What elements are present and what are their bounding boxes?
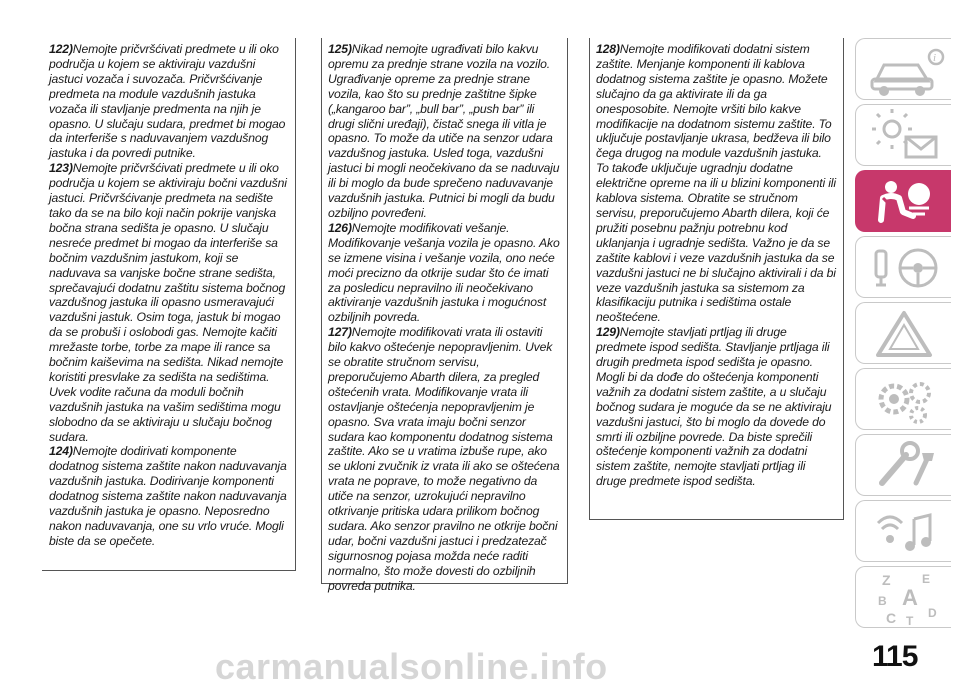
tab-index[interactable]	[855, 566, 951, 628]
warning-number: 123)	[49, 161, 73, 176]
warnings-column-3	[589, 38, 844, 520]
index-letter: C	[886, 610, 897, 626]
warning-paragraph	[596, 325, 837, 489]
warning-paragraph	[49, 161, 289, 444]
warning-text: Nemojte modifikovati vrata ili ostaviti bilo kakvo oštećenje nepopravljenim. Uvek se obratite stručnom servisu, preporučujemo Abarth dilera, za pregled oštećenih vrata. Modifikovanje vrata ili ostavljanje oštećenja nepopravljenim je opasno. Sva vrata imaju bočni senzor sudara kao komponentu dodatnog sistema zaštite. Ako se u vratima izbuše rupe, ako se ukloni zvučnik iz vrata ili ako se oštećena vrata ne poprave, to može negativno da utiče na senzor, uzrokujući nepravilno otkrivanje pritiska udara prilikom bočnog sudara. Ako senzor pravilno ne otkrije bočni udar, bočni vazdušni jastuci i predzatezač sigurnosnog pojasa možda neće raditi normalno, što može dovesti do ozbiljnih povreda putnika.	[328, 325, 560, 593]
tab-starting-driving[interactable]	[855, 236, 951, 298]
warning-paragraph	[49, 42, 289, 161]
tab-multimedia[interactable]	[855, 500, 951, 562]
warning-number: 128)	[596, 42, 620, 56]
seatbelt-airbag-icon	[855, 170, 951, 232]
warning-text: Nemojte pričvršćivati predmete u ili oko područja u kojem se aktiviraju vazdušni jastuci vozača i suvozača. Pričvršćivanje predmeta na module vazdušnih jastuka vozača ili stavljanje predmenta na njih je opasno. U slučaju sudara, predmet bi mogao da interferiše s naduvavanjem vazdušnog jastuka i da povredi putnike.	[49, 42, 286, 161]
svg-text:i: i	[933, 52, 937, 64]
warning-text: Nemojte modifikovati dodatni sistem zaštite. Menjanje komponenti ili kablova dodatnog sistema zaštite je opasno. Možete slučajno da ga aktivirate ili da ga onesposobite. Nemojte vršiti bilo kakve modifikacije na dodatnom sistemu zaštite. To uključuje postavljanje ukrasa, bedževa ili bilo čega drugog na module vazdušnih jastuka. To takođe uključuje ugradnju dodatne električne opreme na ili u blizini komponenti ili kablova sistema. Obratite se stručnom servisu, preporučujemo Abarth dilera, koji će pružiti posebnu pažnju potrebnu kod uklanjanja i ugradnje sedišta. Važno je da se zaštite kablovi i veze vazdušnih jastuka da se vazdušni jastuci ne bi slučajno aktivirali i da bi veze vazdušnih jastuka sa sistemom za klasifikaciju putnika i sedištima ostale neoštećene.	[596, 42, 836, 325]
index-letter: E	[922, 572, 931, 586]
warning-paragraph	[49, 444, 289, 548]
index-letter: T	[906, 614, 914, 628]
warning-number: 127)	[328, 325, 352, 340]
tab-safety[interactable]	[855, 170, 951, 232]
car-info-icon	[856, 39, 952, 101]
warning-text: Nemojte dodirivati komponente dodatnog sistema zaštite nakon naduvavanja vazdušnih jastuka. Dodirivanje komponenti dodatnog sistema zaštite nakon naduvavanja vazdušnih jastuka je opasno. Neposredno nakon naduvavanja, one su vrlo vruće. Mogli biste da se opečete.	[49, 444, 287, 548]
watermark: carmanualsonline.info	[215, 646, 608, 687]
page-number: 115	[872, 640, 918, 673]
warning-text: Nikad nemojte ugrađivati bilo kakvu opremu za prednje strane vozila na vozilo. Ugrađivanje opreme za prednje strane vozila, kao što su prednje zaštitne šipke („kangaroo bar”, „bull bar”, „push bar” ili drugi slični uređaji), čistač snega ili vitla je opasno. To može da utiče na senzor udara vazdušnog jastuka. Usled toga, vazdušni jastuci bi mogli neočekivano da se naduvaju ili bi moglo da bude sprečeno naduvavanje vazdušnih jastuka. Putnici bi mogli da budu ozbiljno povređeni.	[328, 42, 560, 220]
warning-paragraph	[328, 221, 561, 325]
warning-number: 124)	[49, 444, 73, 459]
warning-number: 122)	[49, 42, 73, 56]
tab-emergency[interactable]	[855, 302, 951, 364]
warning-text: Nemojte stavljati prtljag ili druge predmete ispod sedišta. Stavljanje prtljaga ili drugih predmeta ispod sedišta je opasno. Mogli bi da dođe do oštećenja komponenti važnih za dodatni sistem zaštite, a u slučaju bočnog sudara je moguće da se ne aktiviraju vazdušni jastuci, što bi moglo da dovede do smrti ili ozbiljne povrede. Da biste sprečili oštećenje komponenti važnih za dodatni sistem zaštite, nemojte stavljati prtljag ili druge predmete ispod sedišta.	[596, 325, 832, 489]
index-letter: B	[878, 594, 887, 608]
tab-maintenance[interactable]	[855, 368, 951, 430]
tab-warning-lights[interactable]	[855, 104, 951, 166]
key-steering-icon	[856, 237, 952, 299]
warning-number: 126)	[328, 220, 352, 235]
warning-text: Nemojte pričvršćivati predmete u ili oko područja u kojem se aktiviraju bočni vazdušni jastuci. Pričvršćivanje predmeta na sedište tako da se na bilo koji način pokrije vanjska bočna strana sedišta je opasno. U slučaju nesreće predmet bi mogao da interferiše sa bočnim vazdušnim jastukom, koji se naduvava sa vanjske bočne strane sedišta, sprečavajući dodatnu zaštitu sistema bočnog vazdušnog jastuka ili opasno usmeravajući vazdušni jastuk. Osim toga, jastuk bi mogao da se probuši i oslobodi gas. Nemojte kačiti mrežaste torbe, torbe za mape ili rance sa bočnim kaiševima na sedišta. Nikad nemojte koristiti presvlake za sedišta na sedištima. Uvek vodite računa da moduli bočnih vazdušnih jastuka na vašim sedištima mogu slobodno da se aktiviraju u slučaju bočnog sudara.	[49, 161, 287, 444]
warning-paragraph	[328, 42, 561, 221]
warning-number: 125)	[328, 42, 352, 56]
warning-lights-icon	[856, 105, 952, 167]
alphabetical-index-icon	[856, 567, 952, 629]
index-letter: Z	[882, 572, 891, 588]
warnings-column-1	[42, 38, 296, 571]
service-gears-icon	[856, 369, 952, 431]
warnings-column-2	[321, 38, 568, 593]
index-letter: A	[902, 585, 918, 610]
warning-paragraph	[328, 325, 561, 593]
warning-paragraph	[596, 42, 837, 325]
tab-vehicle-knowledge[interactable]	[855, 38, 951, 100]
warning-text: Nemojte modifikovati vešanje. Modifikovanje vešanja vozila je opasno. Ako se izmene visina i vešanje vozila, ono neće moći precizno da otkrije sudar što će imati za posledicu nepravilno ili neočekivano aktiviranje vazdušnih jastuka i mogućnost ozbiljnih povreda.	[328, 220, 560, 325]
multimedia-icon	[856, 501, 952, 563]
warning-triangle-icon	[856, 303, 952, 365]
index-letter: D	[928, 606, 937, 620]
tab-technical-data[interactable]	[855, 434, 951, 496]
warning-number: 129)	[596, 325, 620, 340]
wrench-tools-icon	[856, 435, 952, 497]
